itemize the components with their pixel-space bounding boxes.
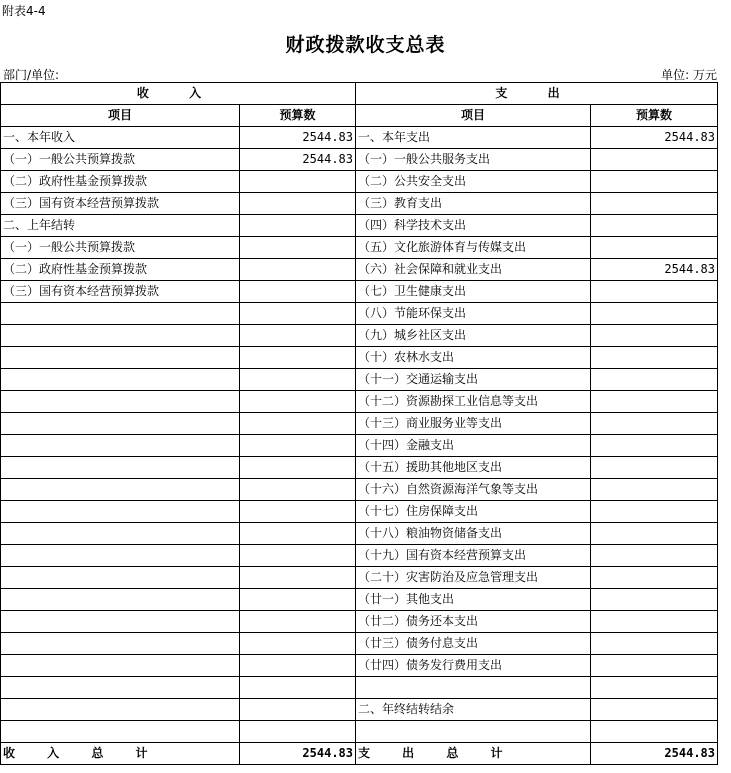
income-value-cell [240,259,356,281]
expense-value-cell [591,655,718,677]
income-value-cell: 2544.83 [240,149,356,171]
table-row [1,347,718,369]
income-item-cell [1,347,240,369]
expense-value-cell [591,435,718,457]
table-row [1,589,718,611]
table-row [1,479,718,501]
page-title: 财政拨款收支总表 [285,34,446,56]
expense-value-cell [591,369,718,391]
income-value-cell [240,281,356,303]
income-item-cell: 一、本年收入 [1,127,240,149]
table-row [1,611,718,633]
table-row [1,655,718,677]
income-value-cell [240,633,356,655]
expense-value-cell: 2544.83 [591,127,718,149]
expense-item-cell: （六）社会保障和就业支出 [356,259,591,281]
income-item-cell [1,677,240,699]
expense-item-cell: （五）文化旅游体育与传媒支出 [356,237,591,259]
income-item-cell [1,369,240,391]
income-value-cell [240,325,356,347]
expense-value-cell [591,611,718,633]
table-row [1,677,718,699]
expense-value-cell: 2544.83 [591,259,718,281]
table-row [1,369,718,391]
income-value-cell [240,699,356,721]
expense-item-cell: （十）农林水支出 [356,347,591,369]
expense-item-cell: （八）节能环保支出 [356,303,591,325]
income-section-header: 收 入 [1,83,356,105]
unit-label: 单位: 万元 [661,68,717,82]
table-row [1,501,718,523]
income-item-cell [1,391,240,413]
table-row [1,567,718,589]
expense-value-cell [591,237,718,259]
department-label: 部门/单位: [3,68,60,82]
expense-value-cell [591,215,718,237]
expense-item-cell: （二十）灾害防治及应急管理支出 [356,567,591,589]
income-value-cell [240,237,356,259]
expense-value-cell [591,457,718,479]
income-total-label: 收 入 总 计 [1,743,240,765]
expense-item-cell: （七）卫生健康支出 [356,281,591,303]
income-item-cell [1,479,240,501]
income-item-cell: （一）一般公共预算拨款 [1,149,240,171]
expense-item-cell: （廿一）其他支出 [356,589,591,611]
table-row [1,127,718,149]
expense-item-cell: （一）一般公共服务支出 [356,149,591,171]
expense-item-cell: （十二）资源勘探工业信息等支出 [356,391,591,413]
section-header-row [1,83,718,105]
income-value-cell: 2544.83 [240,127,356,149]
expense-item-cell: （十四）金融支出 [356,435,591,457]
table-row [1,215,718,237]
expense-value-cell [591,545,718,567]
income-item-cell [1,435,240,457]
expense-item-cell: （九）城乡社区支出 [356,325,591,347]
table-row [1,523,718,545]
table-row [1,545,718,567]
expense-value-cell [591,699,718,721]
expense-item-cell: （十九）国有资本经营预算支出 [356,545,591,567]
income-item-cell [1,589,240,611]
income-value-cell [240,369,356,391]
income-value-cell [240,347,356,369]
income-value-cell [240,303,356,325]
income-budget-header: 预算数 [240,105,356,127]
income-value-cell [240,193,356,215]
income-item-cell [1,699,240,721]
expense-value-cell [591,501,718,523]
income-value-cell [240,479,356,501]
attachment-label: 附表4-4 [2,4,46,18]
income-item-cell [1,413,240,435]
income-item-cell: （三）国有资本经营预算拨款 [1,193,240,215]
income-value-cell [240,171,356,193]
income-item-cell [1,523,240,545]
table-row [1,303,718,325]
income-value-cell [240,589,356,611]
expense-value-cell [591,171,718,193]
income-item-cell [1,501,240,523]
income-item-cell [1,457,240,479]
expense-value-cell [591,589,718,611]
expense-value-cell [591,413,718,435]
table-row [1,413,718,435]
expense-total-value: 2544.83 [591,743,718,765]
expense-value-cell [591,633,718,655]
expense-item-cell [356,721,591,743]
expense-value-cell [591,303,718,325]
income-value-cell [240,677,356,699]
income-value-cell [240,567,356,589]
expense-total-label: 支 出 总 计 [356,743,591,765]
expense-value-cell [591,347,718,369]
table-row [1,281,718,303]
expense-value-cell [591,281,718,303]
income-item-cell: （二）政府性基金预算拨款 [1,259,240,281]
column-header-row [1,105,718,127]
income-value-cell [240,457,356,479]
expense-value-cell [591,391,718,413]
expense-item-cell: （十七）住房保障支出 [356,501,591,523]
income-item-cell [1,567,240,589]
expense-item-cell: （十五）援助其他地区支出 [356,457,591,479]
expense-section-header: 支 出 [356,83,718,105]
expense-item-header: 项目 [356,105,591,127]
table-row [1,721,718,743]
income-item-cell [1,633,240,655]
income-item-cell [1,545,240,567]
totals-row [1,743,718,765]
income-item-cell [1,611,240,633]
expense-item-cell: （三）教育支出 [356,193,591,215]
expense-value-cell [591,325,718,347]
income-item-header: 项目 [1,105,240,127]
table-row [1,633,718,655]
income-value-cell [240,655,356,677]
income-item-cell: 二、上年结转 [1,215,240,237]
table-row [1,325,718,347]
table-row [1,457,718,479]
income-value-cell [240,611,356,633]
table-row [1,435,718,457]
expense-item-cell [356,677,591,699]
income-item-cell [1,325,240,347]
income-value-cell [240,545,356,567]
expense-value-cell [591,567,718,589]
income-value-cell [240,523,356,545]
income-value-cell [240,501,356,523]
table-row [1,391,718,413]
income-value-cell [240,413,356,435]
expense-item-cell: （十六）自然资源海洋气象等支出 [356,479,591,501]
expense-value-cell [591,193,718,215]
income-item-cell [1,655,240,677]
table-row [1,237,718,259]
income-value-cell [240,215,356,237]
table-row [1,171,718,193]
expense-item-cell: （廿二）债务还本支出 [356,611,591,633]
table-row [1,259,718,281]
income-item-cell: （一）一般公共预算拨款 [1,237,240,259]
expense-value-cell [591,523,718,545]
income-item-cell: （二）政府性基金预算拨款 [1,171,240,193]
expense-value-cell [591,149,718,171]
income-item-cell: （三）国有资本经营预算拨款 [1,281,240,303]
income-value-cell [240,435,356,457]
expense-item-cell: （十一）交通运输支出 [356,369,591,391]
expense-value-cell [591,721,718,743]
expense-budget-header: 预算数 [591,105,718,127]
expense-item-cell: （二）公共安全支出 [356,171,591,193]
income-value-cell [240,721,356,743]
budget-table [0,82,718,765]
income-item-cell [1,303,240,325]
table-body [1,83,718,765]
table-row [1,149,718,171]
expense-item-cell: （四）科学技术支出 [356,215,591,237]
expense-item-cell: 二、年终结转结余 [356,699,591,721]
expense-item-cell: （廿四）债务发行费用支出 [356,655,591,677]
expense-item-cell: （十三）商业服务业等支出 [356,413,591,435]
income-total-value: 2544.83 [240,743,356,765]
income-item-cell [1,721,240,743]
expense-value-cell [591,677,718,699]
expense-value-cell [591,479,718,501]
expense-item-cell: （廿三）债务付息支出 [356,633,591,655]
income-value-cell [240,391,356,413]
expense-item-cell: 一、本年支出 [356,127,591,149]
expense-item-cell: （十八）粮油物资储备支出 [356,523,591,545]
table-row [1,193,718,215]
table-row [1,699,718,721]
